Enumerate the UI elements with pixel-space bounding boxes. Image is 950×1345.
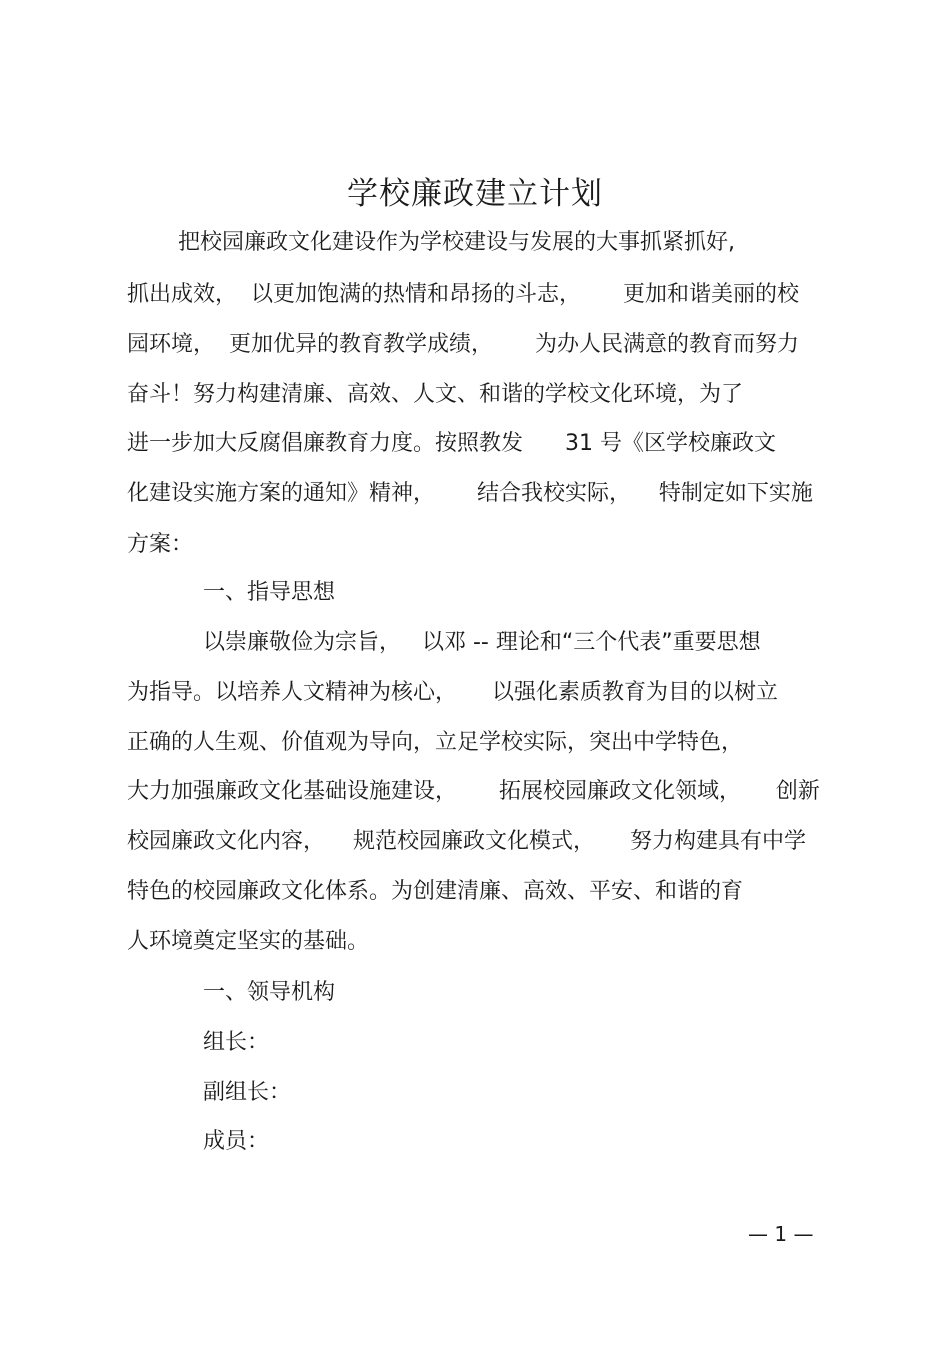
section-heading-leadership: 一、领导机构	[203, 980, 336, 1005]
intro-line: 奋斗！努力构建清廉、高效、人文、和谐的学校文化环境，为了	[127, 382, 744, 407]
paragraph-line: 大力加强廉政文化基础设施建设， 拓展校园廉政文化领域， 创新	[127, 779, 820, 804]
paragraph-line: 以崇廉敬俭为宗旨， 以邓 -- 理论和“三个代表”重要思想	[203, 630, 761, 655]
document-title: 学校廉政建立计划	[347, 176, 603, 212]
intro-line: 抓出成效， 以更加饱满的热情和昂扬的斗志， 更加和谐美丽的校	[127, 282, 799, 307]
intro-line: 把校园廉政文化建设作为学校建设与发展的大事抓紧抓好,	[178, 230, 735, 255]
paragraph-line: 特色的校园廉政文化体系。为创建清廉、高效、平安、和谐的育	[127, 879, 744, 904]
intro-line: 进一步加大反腐倡廉教育力度。按照教发 31 号《区学校廉政文	[127, 431, 776, 456]
paragraph-line: 人环境奠定坚实的基础。	[127, 929, 370, 954]
page-number: — 1 —	[748, 1222, 814, 1246]
intro-line: 园环境， 更加优异的教育教学成绩， 为办人民满意的教育而努力	[127, 332, 799, 357]
role-leader-label: 组长：	[203, 1030, 270, 1055]
paragraph-line: 为指导。以培养人文精神为核心， 以强化素质教育为目的以树立	[127, 680, 778, 705]
section-heading-guiding-thought: 一、指导思想	[203, 580, 336, 605]
paragraph-line: 正确的人生观、价值观为导向，立足学校实际，突出中学特色，	[127, 730, 744, 755]
role-members-label: 成员：	[203, 1129, 270, 1154]
intro-line: 化建设实施方案的通知》精神， 结合我校实际， 特制定如下实施	[127, 481, 813, 506]
intro-line: 方案：	[127, 532, 194, 557]
role-deputy-leader-label: 副组长：	[203, 1080, 292, 1105]
paragraph-line: 校园廉政文化内容， 规范校园廉政文化模式， 努力构建具有中学	[127, 829, 806, 854]
